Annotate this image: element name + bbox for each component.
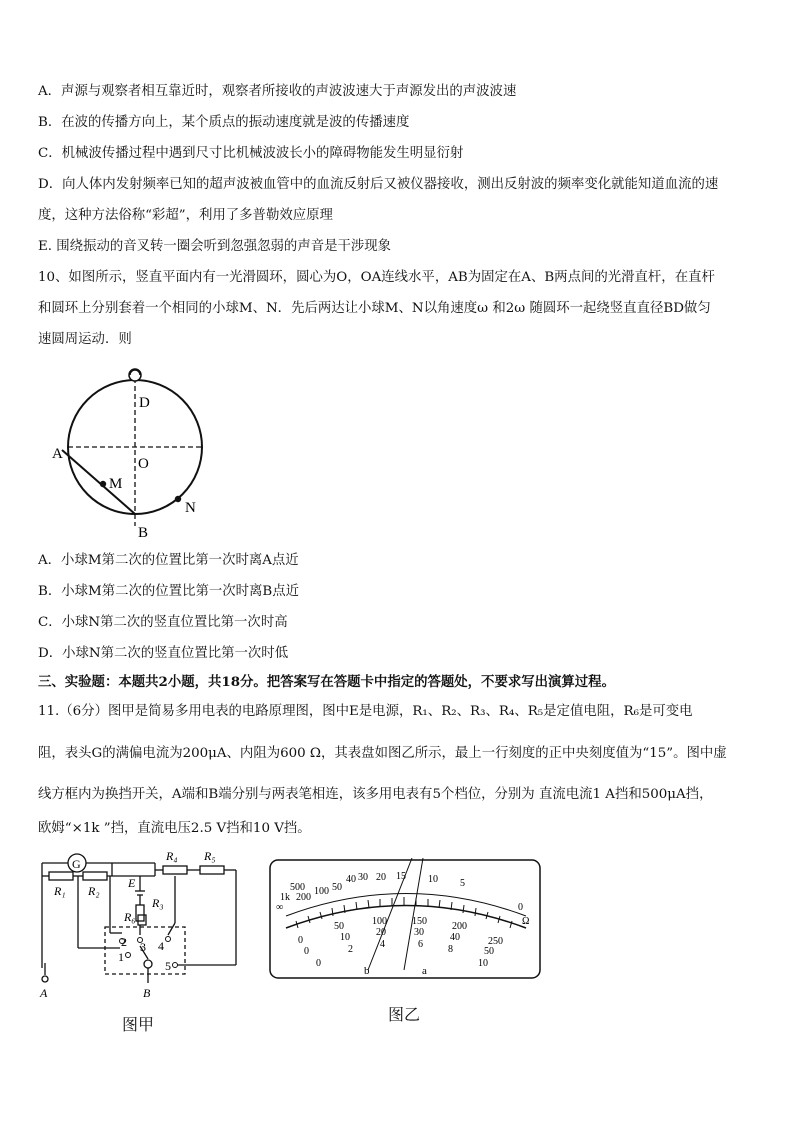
caption-jia: 图甲 <box>122 1015 155 1034</box>
label-o: O <box>138 456 149 472</box>
label-pos1: 1 <box>118 950 124 964</box>
label-r3: R₃ <box>152 896 164 910</box>
ohm-tick-500: 500 <box>290 882 305 893</box>
ohm-tick-15: 15 <box>396 871 406 882</box>
label-pos4: 4 <box>158 939 164 953</box>
dc3-6: 6 <box>418 939 423 950</box>
q9-option-d-cont: 度，这种方法俗称“彩超”，利用了多普勒效应原理 <box>38 208 333 223</box>
label-a: A <box>52 446 63 462</box>
label-e: E <box>128 876 136 890</box>
label-g: G <box>72 857 81 871</box>
dc3-2: 2 <box>348 944 353 955</box>
dc1-100: 100 <box>372 916 387 927</box>
label-r1: R₁ <box>54 884 66 898</box>
q10-stem-1: 10、如图所示，竖直平面内有一光滑圆环，圆心为O，OA连线水平，AB为固定在A、B两点间的光滑直杆，在直杆 <box>38 270 715 285</box>
ohm-tick-40: 40 <box>346 874 356 885</box>
caption-yi: 图乙 <box>388 1005 421 1024</box>
section-heading: 三、实验题：本题共2小题，共18分。把答案写在答题卡中指定的答题处，不要求写出演算过程。 <box>38 674 615 690</box>
label-pos5: 5 <box>165 959 171 973</box>
ohm-tick-0: 0 <box>518 902 523 913</box>
ohm-unit: Ω <box>522 916 530 927</box>
dc2-0: 0 <box>304 946 309 957</box>
q9-option-c: C．机械波传播过程中遇到尺寸比机械波波长小的障碍物能发生明显衍射 <box>38 146 464 161</box>
label-r4: R₄ <box>166 849 178 863</box>
label-r2: R₂ <box>88 884 100 898</box>
dc1-150: 150 <box>412 916 427 927</box>
dc2-10: 10 <box>340 932 350 943</box>
ohm-tick-30: 30 <box>358 872 368 883</box>
dc2-20: 20 <box>376 927 386 938</box>
dc2-40: 40 <box>450 932 460 943</box>
dc3-8: 8 <box>448 944 453 955</box>
ohm-tick-50: 50 <box>332 882 342 893</box>
q9-option-e: E. 围绕振动的音叉转一圈会听到忽强忽弱的声音是干涉现象 <box>38 239 392 254</box>
q10-option-d: D．小球N第二次的竖直位置比第一次时低 <box>38 646 289 661</box>
dc2-30: 30 <box>414 927 424 938</box>
label-m: M <box>109 476 123 492</box>
q10-option-a: A．小球M第二次的位置比第一次时离A点近 <box>38 553 299 568</box>
q9-option-a: A．声源与观察者相互靠近时，观察者所接收的声波波速大于声源发出的声波波速 <box>38 84 517 99</box>
q10-stem-3: 速圆周运动．则 <box>38 332 132 347</box>
label-terminal-b: B <box>143 986 151 1000</box>
label-d: D <box>139 395 150 411</box>
ohm-tick-10: 10 <box>428 874 438 885</box>
label-pos2: 2 <box>121 935 127 949</box>
label-r6: R₆ <box>124 910 136 924</box>
label-terminal-a: A <box>40 986 48 1000</box>
q10-circle-figure <box>48 362 218 542</box>
ohm-tick-100: 100 <box>314 886 329 897</box>
meter-dial <box>268 858 543 982</box>
pointer-b: b <box>364 965 370 977</box>
q11-line-3: 线方框内为换挡开关，A端和B端分别与两表笔相连，该多用电表有5个档位，分别为 直流电流1 A挡和500μA挡， <box>38 787 713 802</box>
label-r5: R₅ <box>204 849 216 863</box>
dc2-50: 50 <box>484 946 494 957</box>
q11-line-2: 阻，表头G的满偏电流为200μA、内阻为600 Ω，其表盘如图乙所示，最上一行刻度的正中央刻度值为“15”。图中虚 <box>38 746 727 761</box>
ohm-tick-20: 20 <box>376 872 386 883</box>
ohm-tick-200: 200 <box>296 892 311 903</box>
label-n: N <box>185 500 196 516</box>
circuit-diagram <box>30 843 245 1003</box>
dc1-200: 200 <box>452 921 467 932</box>
ohm-tick-5: 5 <box>460 878 465 889</box>
q11-line-1: 11.（6分）图甲是简易多用电表的电路原理图，图中E是电源，R₁、R₂、R₃、R₄、R₅是定值电阻，R₆是可变电 <box>38 704 693 719</box>
q9-option-b: B．在波的传播方向上，某个质点的振动速度就是波的传播速度 <box>38 115 410 130</box>
dc1-250: 250 <box>488 936 503 947</box>
dc1-50: 50 <box>334 921 344 932</box>
dc1-0: 0 <box>298 935 303 946</box>
q9-option-d: D．向人体内发射频率已知的超声波被血管中的血流反射后又被仪器接收，测出反射波的频率变化就能知道血流的速 <box>38 177 719 192</box>
dc3-0: 0 <box>316 958 321 969</box>
dc3-10: 10 <box>478 958 488 969</box>
label-pos3: 3 <box>140 940 146 954</box>
ohm-tick-inf: ∞ <box>276 902 284 913</box>
q10-option-b: B．小球M第二次的位置比第一次时离B点近 <box>38 584 300 599</box>
pointer-a: a <box>422 965 427 977</box>
q10-option-c: C．小球N第二次的竖直位置比第一次时高 <box>38 615 288 630</box>
ohm-tick-1k: 1k <box>280 892 290 903</box>
dc3-4: 4 <box>380 939 385 950</box>
q10-stem-2: 和圆环上分别套着一个相同的小球M、N．先后两达让小球M、N以角速度ω 和2ω 随圆环一起绕竖直直径BD做匀 <box>38 301 711 316</box>
q11-line-4: 欧姆“×1k ”挡，直流电压2.5 V挡和10 V挡。 <box>38 821 311 836</box>
label-b: B <box>138 525 149 541</box>
